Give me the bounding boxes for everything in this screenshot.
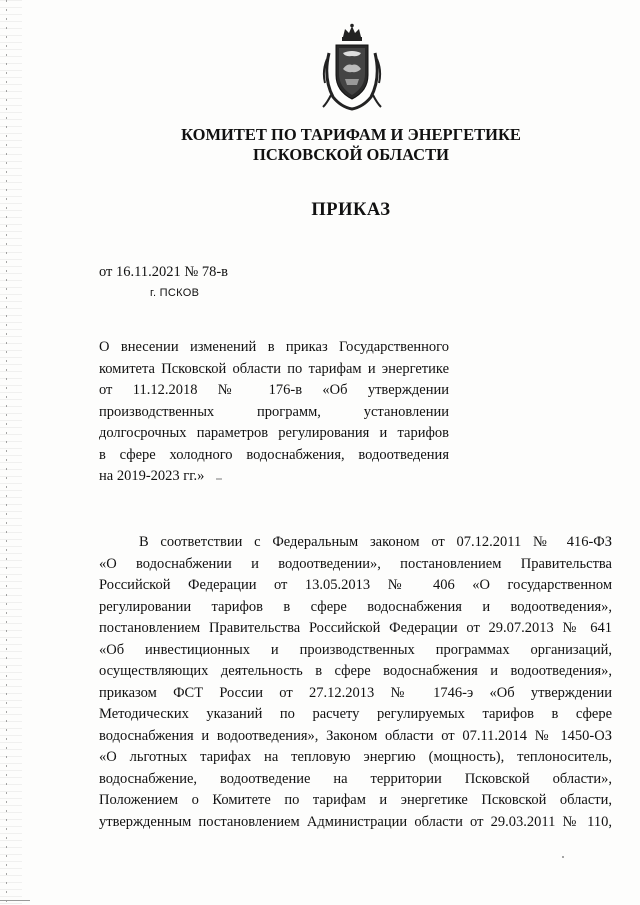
organization-line-2: ПСКОВСКОЙ ОБЛАСТИ [253,145,449,164]
body-line: Российской Федерации от 13.05.2013 № 406 «О государственном [99,577,612,593]
body-line: В соответствии с Федеральным законом от 07.12.2011 № 416-ФЗ [139,534,612,550]
subject-line: от 11.12.2018 № 176-в «Об утверждении [99,382,449,398]
scan-edge-artifact [0,0,22,905]
scan-edge-rule [0,900,30,901]
subject-line: долгосрочных параметров регулирования и тарифов [99,425,449,441]
body-line: Методических указаний по расчету регулируемых тарифов в сфере [99,706,612,722]
document-city: г. ПСКОВ [150,287,200,299]
body-line: регулировании тарифов в сфере водоснабжения и водоотведения», [99,598,612,615]
document-type: ПРИКАЗ [311,200,391,220]
subject-line: в сфере холодного водоснабжения, водоотведения [99,446,449,463]
body-line: «О водоснабжении и водоотведении», постановлением Правительства [99,555,612,572]
document-date-number: от 16.11.2021 № 78-в [99,264,228,280]
subject-line: на 2019-2023 гг.» [99,468,205,484]
body-line: водоснабжения и водоотведения», Законом области от 07.11.2014 № 1450-ОЗ [99,727,612,744]
body-line: Положением о Комитете по тарифам и энергетике Псковской области, [99,792,612,808]
body-line: приказом ФСТ России от 27.12.2013 № 1746-э «Об утверждении [99,684,612,701]
organization-name [170,125,532,165]
coat-of-arms-icon [321,23,383,111]
body-line: водоснабжение, водоотведение на территории Псковской области», [99,770,612,787]
body-line: постановлением Правительства Российской Федерации от 29.07.2013 № 641 [99,620,612,636]
scan-speck [216,478,222,480]
subject-line: комитета Псковской области по тарифам и энергетике [99,360,449,377]
body-line: осуществляющих деятельность в сфере водоснабжения и водоотведения», [99,663,612,679]
document-subject [99,337,449,488]
document-body [99,532,612,833]
scan-edge-line [6,0,7,905]
subject-line: производственных программ, установлении [99,403,449,420]
body-line: «О льготных тарифах на тепловую энергию (мощность), теплоноситель, [99,749,612,765]
body-line: «Об инвестиционных и производственных программах организаций, [99,641,612,658]
body-line: утвержденным постановлением Администрации области от 29.03.2011 № 110, [99,813,612,830]
scan-speck [562,856,564,858]
organization-line-1: КОМИТЕТ ПО ТАРИФАМ И ЭНЕРГЕТИКЕ [181,125,521,144]
subject-line: О внесении изменений в приказ Государственного [99,339,449,355]
